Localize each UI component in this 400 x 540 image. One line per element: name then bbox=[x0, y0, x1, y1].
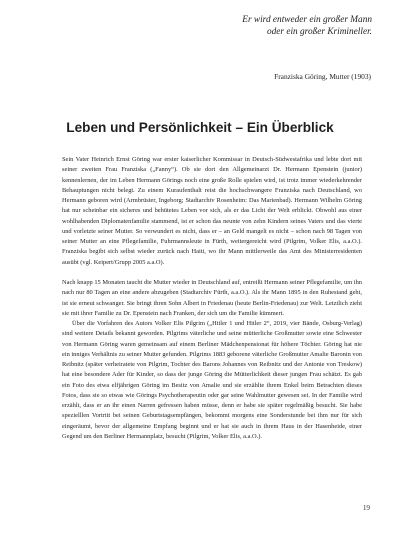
epigraph-line-2: oder ein großer Krimineller. bbox=[266, 27, 372, 38]
epigraph-quote bbox=[172, 14, 372, 38]
chapter-title: Leben und Persönlichkeit – Ein Überblick bbox=[66, 120, 334, 135]
epigraph-attribution: Franziska Göring, Mutter (1903) bbox=[274, 72, 371, 81]
body-paragraph-3: Über die Vorfahren des Autors Volker Elis Pilgrim („Hitler 1 und Hitler 2“, 2019, vier Bände, Osburg-Verlag) sind weitere Details bekannt geworden. Pilgrims väterliche und seine mütterliche Großmutter sowie eine Schwester von Hermann Göring waren gemeinsam auf einem Berliner Mädchenpensionat für höhere Töchter. Göring hat nie ein inniges Verhältnis zu seiner Mutter gefunden. Pilgrims 1883 geborene väterliche Großmutter Amalie Baronin von Reibnitz (später verheiratete von Pilgrim, Tochter des Barons Johannes von Reibnitz und der Antonie von Treskow) hat eine besondere Ader für Kinder, so dass der junge Göring die Mütterlichkeit dieser jungen Frau schätzt. Es gab ein Foto des etwa elfjährigen Göring im Besitz von Amalie und sie erzählte ihrem Enkel beim Betrachten dieses Fotos, dass sie so etwas wie Görings Psychotherapeutin oder gar seine Wahlmutter gewesen sei. In der Familie wird erzählt, dass er an ihr einen Narren gefressen haben müsse, denn er habe sie später regelmäßig besucht. Sie habe spezielllen Vortritt bei seinen Geburtstagsempfängen, bekommt morgens eine Sonderstunde bei ihm nur für sich eingeräumt, bevor der allgemeine Empfang beginnt und er hat sie auch in ihrem Haus in der Hasenheide, einer Gegend um den Berliner Hermannplatz, besucht (Pilgrim, Volker Elis, a.a.O.). bbox=[62, 320, 362, 440]
body-paragraph-1: Sein Vater Heinrich Ernst Göring war erster kaiserlicher Kommissar in Deutsch-Südwestafrika und lebte dort mit seiner zweiten Frau Franziska („Fanny“). Ob sie dort den Allgemeinarzt Dr. Hermann Epenstein (junior) kennenlernen, der im Leben Hermann Görings noch eine große Rolle spielen wird, ist trotz immer wiederkehrender Behauptungen nicht belegt. Zu einem Kuraufenthalt reist die hochschwangere Franziska nach Deutschland, wo Hermann geboren wird (Armbrüster, Ingeborg; Stadtarchiv Rosenheim: Das Marienbad). Hermann Wilhelm Göring hat nur scheinbar ein sicheres und behütetes Leben vor sich, als er das Licht der Welt erblickt. Obwohl aus einer wohlhabenden Diplomatenfamilie stammend, ist er schon das neunte von zehn Kindern seines Vaters und das vierte und vorletzte seiner Mutter. So verwundert es nicht, dass er – an Geld mangelt es nicht – schon nach 98 Tagen von seiner Mutter an eine Pflegefamilie, Fuhrmannsleute in Fürth, weitergereicht wird (Pilgrim, Volker Elis, a.a.O.). Franziska begibt sich selbst wieder zurück nach Haiti, wo ihr Mann mittlerweile das Amt des Ministerresidenten ausübt (vgl. Keipert/Grupp 2005 a.a.O). bbox=[62, 156, 362, 266]
page-number: 19 bbox=[362, 504, 370, 512]
epigraph-line-1: Er wird entweder ein großer Mann bbox=[242, 15, 372, 25]
body-paragraph-2: Nach knapp 15 Monaten taucht die Mutter wieder in Deutschland auf, entreißt Hermann seiner Pflegefamilie, um ihn nach nur 80 Tagen an eine andere abzugeben (Stadtarchiv Fürth, a.a.O.). Als ihr Mann 1895 in den Ruhestand geht, ist sie erneut schwanger. Sie bringt ihren Sohn Albert in Friedenau (heute Berlin-Friedenau) zur Welt. Letztlich zieht sie mit ihrer Familie zu Dr. Epenstein nach Franken, der sich um die Familie kümmert. bbox=[62, 279, 362, 317]
